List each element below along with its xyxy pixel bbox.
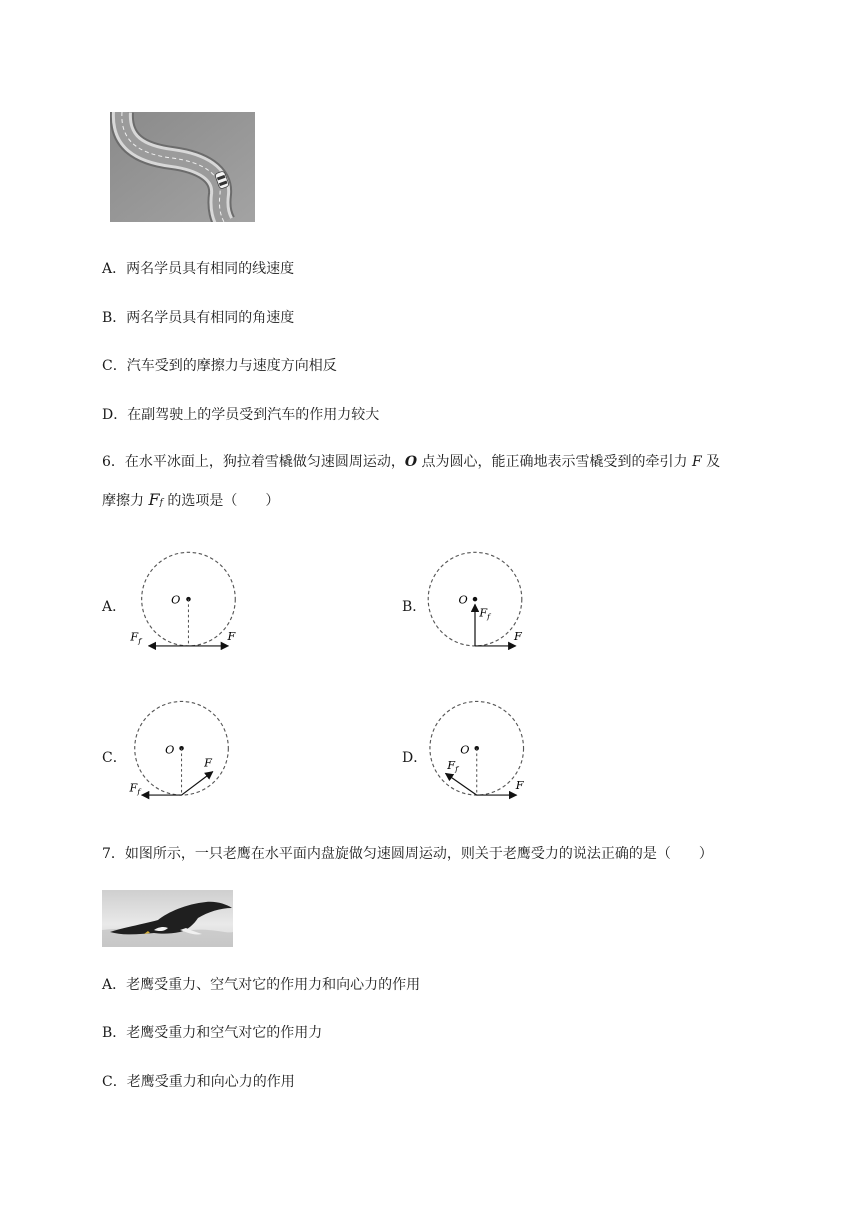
eagle-image (102, 890, 233, 947)
q5-option-a: A．两名学员具有相同的线速度 (102, 261, 295, 277)
force-f-label: F (515, 779, 524, 792)
center-label: O (171, 593, 181, 607)
q6-option-d-label: D． (402, 750, 428, 766)
friction-subscript: f (455, 764, 458, 774)
center-label: O (460, 743, 470, 757)
q7-stem: 7．如图所示，一只老鹰在水平面内盘旋做匀速圆周运动，则关于老鹰受力的说法正确的是（ ） (102, 846, 713, 862)
friction-subscript: f (138, 636, 142, 646)
center-label: O (458, 593, 468, 607)
force-f-label: F (227, 629, 236, 643)
center-label: O (165, 743, 175, 757)
diagram-d (410, 685, 540, 815)
q5-option-d: D．在副驾驶上的学员受到汽车的作用力较大 (102, 407, 380, 423)
diagram-c (120, 685, 250, 815)
q6-stem-line1: 6．在水平冰面上，狗拉着雪橇做匀速圆周运动，O 点为圆心，能正确地表示雪橇受到的牵引力 F 及 (102, 454, 721, 470)
friction-label: F (479, 606, 488, 620)
friction-label: F (130, 630, 139, 644)
q6-option-a-label: A． (102, 599, 127, 615)
force-f-label: F (514, 629, 522, 643)
friction-label: F (447, 759, 456, 773)
q7-option-b: B．老鹰受重力和空气对它的作用力 (102, 1025, 323, 1041)
force-f-arrow (182, 772, 213, 795)
friction-subscript: f (137, 787, 141, 797)
q7-option-c: C．老鹰受重力和向心力的作用 (102, 1074, 295, 1090)
winding-road-image (110, 112, 255, 222)
q6-option-c-label: C． (102, 750, 127, 766)
q5-option-c: C．汽车受到的摩擦力与速度方向相反 (102, 358, 337, 374)
center-point (473, 597, 478, 602)
friction-arrow (446, 773, 477, 795)
friction-subscript: f (487, 612, 491, 622)
diagram-b (410, 535, 540, 665)
q6-stem-line2: 摩擦力 Ff 的选项是（ ） (102, 490, 280, 509)
q6-option-b-label: B． (402, 599, 427, 615)
force-f-label: F (204, 756, 212, 770)
q5-option-b: B．两名学员具有相同的角速度 (102, 310, 295, 326)
friction-label: F (129, 781, 138, 795)
q7-option-a: A．老鹰受重力、空气对它的作用力和向心力的作用 (102, 977, 421, 993)
diagram-a (120, 535, 250, 665)
